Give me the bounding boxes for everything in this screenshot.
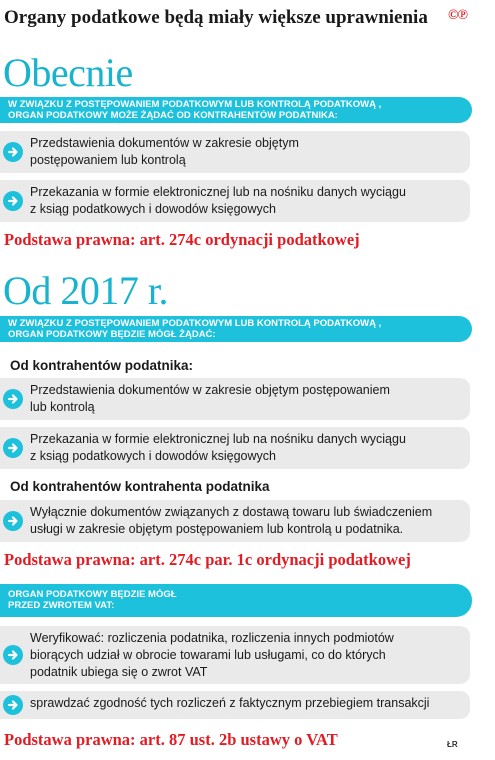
item-text: biorących udział w obrocie towarami lub usługami, co do których <box>30 648 386 662</box>
item-text: usługi w zakresie objętym postępowaniem lub kontrolą u podatnika. <box>30 522 404 536</box>
banner-line: W ZWIĄZKU Z POSTĘPOWANIEM PODATKOWYM LUB KONTROLĄ PODATKOWĄ , <box>8 318 382 329</box>
item-text: sprawdzać zgodność tych rozliczeń z faktycznym przebiegiem transakcji <box>30 696 430 710</box>
list-item <box>0 500 470 542</box>
banner-2017 <box>0 316 472 342</box>
publisher-logo: ©℗ <box>448 8 467 23</box>
legal-basis: Podstawa prawna: art. 274c ordynacji podatkowej <box>4 230 360 249</box>
arrow-right-icon <box>3 438 23 458</box>
arrow-right-icon <box>3 695 23 715</box>
heading-2017: Od 2017 r. <box>3 268 168 313</box>
arrow-right-icon <box>3 142 23 162</box>
arrow-right-icon <box>3 645 23 665</box>
arrow-right-icon <box>3 511 23 531</box>
list-item <box>0 378 470 420</box>
banner-line: ORGAN PODATKOWY MOŻE ŻĄDAĆ OD KONTRAHENTÓW PODATNIKA: <box>8 110 338 121</box>
arrow-right-icon <box>3 389 23 409</box>
legal-basis: Podstawa prawna: art. 274c par. 1c ordynacji podatkowej <box>4 550 411 569</box>
banner-line: ORGAN PODATKOWY BĘDZIE MÓGŁ <box>8 589 177 600</box>
banner-line: ORGAN PODATKOWY BĘDZIE MÓGŁ ŻĄDAĆ: <box>8 329 216 340</box>
item-text: Przedstawienia dokumentów w zakresie objętym postępowaniem <box>30 383 390 397</box>
item-text: z ksiąg podatkowych i dowodów księgowych <box>30 449 276 463</box>
item-text: postępowaniem lub kontrolą <box>30 153 186 167</box>
item-text: Przekazania w formie elektronicznej lub na nośniku danych wyciągu <box>30 185 406 199</box>
list-item <box>0 180 470 222</box>
subheading: Od kontrahentów podatnika: <box>10 358 194 373</box>
item-text: Przedstawienia dokumentów w zakresie objętym <box>30 136 299 150</box>
item-text: podatnik ubiega się o zwrot VAT <box>30 665 208 679</box>
list-item <box>0 427 470 469</box>
item-text: Weryfikować: rozliczenia podatnika, rozliczenia innych podmiotów <box>30 631 394 645</box>
list-item <box>0 131 470 173</box>
item-text: z ksiąg podatkowych i dowodów księgowych <box>30 202 276 216</box>
item-text: Wyłącznie dokumentów związanych z dostawą towaru lub świadczeniem <box>30 505 433 519</box>
banner-current <box>0 97 472 123</box>
banner-line: PRZED ZWROTEM VAT: <box>8 600 115 611</box>
list-item <box>0 691 470 719</box>
page-title: Organy podatkowe będą miały większe uprawnienia <box>4 7 428 28</box>
author-credit: ŁR <box>447 740 458 749</box>
legal-basis: Podstawa prawna: art. 87 ust. 2b ustawy o VAT <box>4 730 338 749</box>
heading-current: Obecnie <box>3 50 133 95</box>
banner-line: W ZWIĄZKU Z POSTĘPOWANIEM PODATKOWYM LUB KONTROLĄ PODATKOWĄ , <box>8 99 382 110</box>
item-text: lub kontrolą <box>30 400 95 414</box>
subheading: Od kontrahentów kontrahenta podatnika <box>10 479 270 494</box>
list-item <box>0 626 470 684</box>
item-text: Przekazania w formie elektronicznej lub na nośniku danych wyciągu <box>30 432 406 446</box>
banner-vat <box>0 584 472 617</box>
arrow-right-icon <box>3 191 23 211</box>
